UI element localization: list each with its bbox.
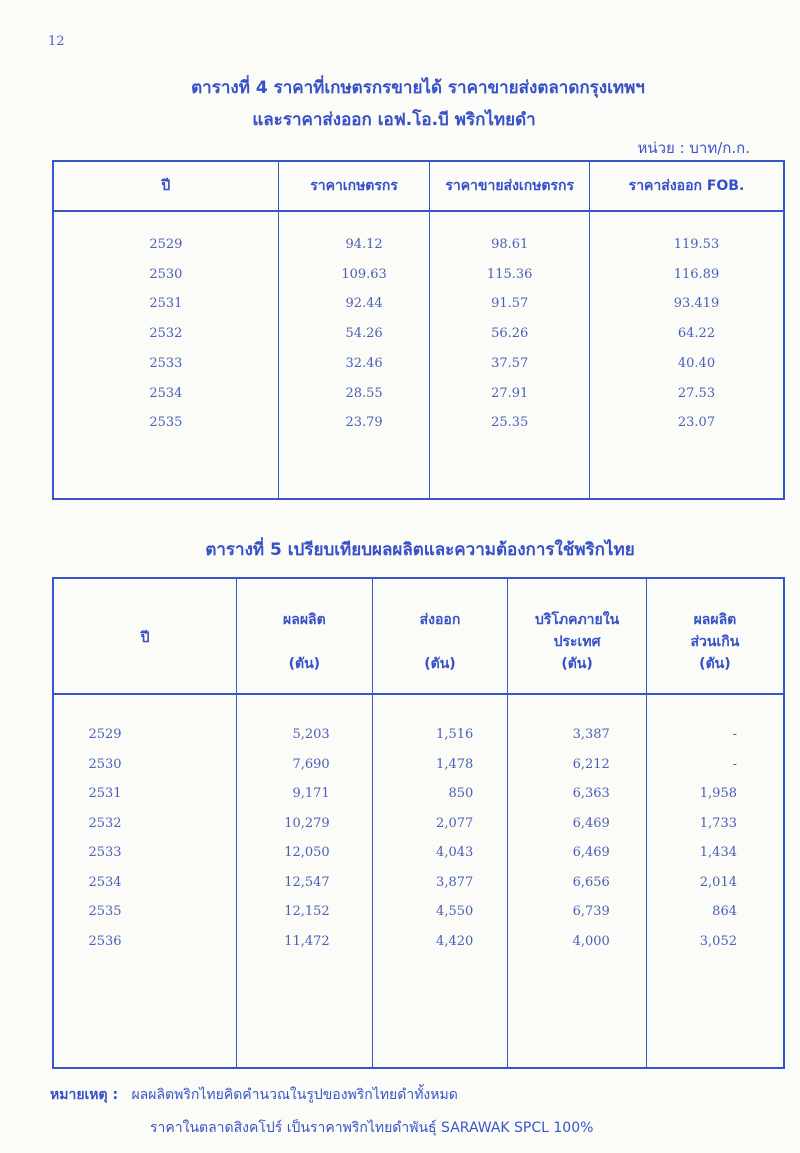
t5-cell-r1-c1: 7,690 bbox=[292, 756, 330, 772]
t5-cell-r2-c1: 9,171 bbox=[292, 786, 330, 801]
t5-cell-r3-c4: 1,733 bbox=[699, 815, 737, 831]
t5-cell-r0-c1: 5,203 bbox=[292, 727, 330, 742]
table4 bbox=[52, 160, 785, 500]
table5-header-export bbox=[372, 578, 508, 694]
t4-cell-r6-c3: 23.07 bbox=[677, 415, 716, 431]
t4-cell-r6-c2: 25.35 bbox=[491, 415, 529, 431]
t5-cell-r6-c1: 12,152 bbox=[284, 904, 330, 919]
t5-cell-r3-c3: 6,469 bbox=[572, 815, 610, 831]
table4-header-fob-price: ราคาส่งออก FOB. bbox=[589, 161, 784, 211]
t4-cell-r1-c2: 115.36 bbox=[486, 266, 533, 282]
table5-header-surplus-unit: (ตัน) bbox=[699, 656, 731, 672]
t5-cell-r0-c3: 3,387 bbox=[572, 727, 610, 742]
t5-cell-r0-c4: - bbox=[732, 727, 737, 742]
t5-cell-r1-c3: 6,212 bbox=[572, 756, 610, 772]
t5-cell-r7-c4: 3,052 bbox=[699, 933, 737, 949]
t5-cell-r5-c4: 2,014 bbox=[699, 874, 737, 890]
table5-col-surplus bbox=[646, 694, 784, 1068]
t5-cell-r5-c1: 12,547 bbox=[284, 874, 330, 890]
table5-header-domestic bbox=[508, 578, 647, 694]
t5-cell-r2-c2: 850 bbox=[448, 786, 474, 801]
t5-cell-r4-c1: 12,050 bbox=[284, 845, 330, 860]
t4-cell-r0-c0: 2529 bbox=[149, 237, 183, 252]
table5-header-domestic-unit: (ตัน) bbox=[561, 656, 593, 672]
table4-header-row bbox=[53, 161, 784, 211]
table4-header-farm-price: ราคาเกษตรกร bbox=[278, 161, 430, 211]
table4-col-fob-price bbox=[589, 211, 784, 499]
table4-header-year: ปี bbox=[53, 161, 278, 211]
table4-col-farm-price bbox=[278, 211, 430, 499]
t4-cell-r3-c0: 2532 bbox=[149, 326, 183, 342]
t4-cell-r3-c3: 64.22 bbox=[677, 326, 716, 342]
table4-col-wholesale-price bbox=[430, 211, 590, 499]
table4-title-line1: ตารางที่ 4 ราคาที่เกษตรกรขายได้ ราคาขายส่งตลาดกรุงเทพฯ bbox=[191, 78, 645, 98]
t4-cell-r0-c1: 94.12 bbox=[345, 237, 383, 252]
t4-cell-r2-c1: 92.44 bbox=[345, 296, 383, 312]
t5-cell-r4-c2: 4,043 bbox=[436, 845, 474, 860]
t5-cell-r6-c2: 4,550 bbox=[436, 904, 474, 919]
t5-cell-r3-c2: 2,077 bbox=[436, 815, 474, 831]
t4-cell-r4-c2: 37.57 bbox=[491, 355, 529, 371]
t4-cell-r2-c2: 91.57 bbox=[491, 296, 529, 312]
footnote bbox=[50, 1084, 458, 1106]
table5-header-domestic-label: บริโภคภายใน bbox=[534, 612, 620, 628]
t4-cell-r5-c0: 2534 bbox=[149, 385, 183, 401]
t5-cell-r7-c1: 11,472 bbox=[284, 933, 330, 949]
t5-cell-r1-c4: - bbox=[732, 756, 737, 772]
table4-header-wholesale-price: ราคาขายส่งเกษตรกร bbox=[430, 161, 590, 211]
table5-col-domestic bbox=[508, 694, 647, 1068]
t5-cell-r4-c0: 2533 bbox=[88, 845, 122, 860]
t5-cell-r5-c0: 2534 bbox=[88, 874, 122, 890]
table5-header-production-unit: (ตัน) bbox=[288, 656, 321, 672]
table5-body bbox=[53, 694, 784, 1068]
t5-cell-r7-c3: 4,000 bbox=[572, 933, 610, 949]
table5-title: ตารางที่ 5 เปรียบเทียบผลผลิตและความต้องการใช้พริกไทย bbox=[205, 540, 635, 560]
t5-cell-r0-c2: 1,516 bbox=[436, 727, 474, 742]
t5-cell-r2-c3: 6,363 bbox=[572, 786, 610, 801]
t5-cell-r1-c2: 1,478 bbox=[436, 756, 474, 772]
footnote-label: หมายเหตุ : bbox=[50, 1087, 119, 1103]
t5-cell-r4-c4: 1,434 bbox=[699, 845, 737, 860]
t4-cell-r4-c0: 2533 bbox=[149, 355, 183, 371]
table5-header-export-unit: (ตัน) bbox=[424, 656, 456, 672]
t5-cell-r0-c0: 2529 bbox=[88, 727, 122, 742]
t5-cell-r6-c3: 6,739 bbox=[572, 904, 610, 919]
table5-col-production bbox=[237, 694, 373, 1068]
t4-cell-r0-c2: 98.61 bbox=[491, 237, 529, 252]
t5-cell-r6-c0: 2535 bbox=[88, 904, 122, 919]
t4-cell-r4-c3: 40.40 bbox=[677, 355, 716, 371]
t5-cell-r2-c4: 1,958 bbox=[699, 786, 737, 801]
t4-cell-r1-c1: 109.63 bbox=[341, 266, 387, 282]
t4-cell-r1-c0: 2530 bbox=[149, 266, 183, 282]
page-number: 12 bbox=[48, 34, 65, 49]
table5-header-domestic-sub: ประเทศ bbox=[553, 634, 601, 650]
t4-cell-r5-c3: 27.53 bbox=[677, 385, 716, 401]
footnote-line2: ราคาในตลาดสิงคโปร์ เป็นราคาพริกไทยดำพันธุ์ SARAWAK SPCL 100% bbox=[150, 1120, 594, 1136]
t4-cell-r6-c0: 2535 bbox=[149, 415, 183, 431]
table5-header-year-label: ปี bbox=[140, 630, 150, 646]
table5-header-row bbox=[53, 578, 784, 694]
table5-header-year bbox=[53, 578, 237, 694]
table4-col-year bbox=[53, 211, 278, 499]
t4-cell-r4-c1: 32.46 bbox=[345, 355, 383, 371]
t4-cell-r6-c1: 23.79 bbox=[345, 415, 383, 431]
t4-cell-r5-c1: 28.55 bbox=[345, 385, 383, 401]
t4-cell-r5-c2: 27.91 bbox=[491, 385, 529, 401]
table5-header-surplus-sub: ส่วนเกิน bbox=[690, 634, 740, 650]
table4-unit: หน่วย : บาท/ก.ก. bbox=[637, 139, 750, 157]
table5-col-export bbox=[372, 694, 508, 1068]
table4-title-line2: และราคาส่งออก เอฟ.โอ.บี พริกไทยดำ bbox=[252, 110, 536, 130]
t4-cell-r0-c3: 119.53 bbox=[673, 237, 720, 252]
table5-header-production bbox=[237, 578, 373, 694]
t4-cell-r1-c3: 116.89 bbox=[673, 266, 720, 282]
table5-col-year bbox=[53, 694, 237, 1068]
t5-cell-r6-c4: 864 bbox=[712, 904, 737, 919]
t5-cell-r7-c2: 4,420 bbox=[436, 933, 474, 949]
t5-cell-r7-c0: 2536 bbox=[88, 933, 122, 949]
table4-body bbox=[53, 211, 784, 499]
t4-cell-r3-c2: 56.26 bbox=[491, 326, 529, 342]
t4-cell-r2-c3: 93.419 bbox=[673, 296, 720, 312]
t5-cell-r3-c0: 2532 bbox=[88, 815, 122, 831]
table5-header-production-label: ผลผลิต bbox=[283, 612, 326, 628]
table5-header-export-label: ส่งออก bbox=[419, 612, 461, 628]
t5-cell-r5-c2: 3,877 bbox=[436, 874, 474, 890]
table5-header-surplus bbox=[646, 578, 784, 694]
table5-header-surplus-label: ผลผลิต bbox=[693, 612, 737, 628]
t4-cell-r2-c0: 2531 bbox=[149, 296, 183, 312]
t5-cell-r4-c3: 6,469 bbox=[572, 845, 610, 860]
t5-cell-r5-c3: 6,656 bbox=[572, 874, 610, 890]
t4-cell-r3-c1: 54.26 bbox=[345, 326, 383, 342]
t5-cell-r2-c0: 2531 bbox=[88, 786, 122, 801]
table5 bbox=[52, 577, 785, 1069]
t5-cell-r3-c1: 10,279 bbox=[284, 815, 330, 831]
t5-cell-r1-c0: 2530 bbox=[88, 756, 122, 772]
footnote-line1: ผลผลิตพริกไทยคิดคำนวณในรูปของพริกไทยดำทั้งหมด bbox=[131, 1087, 458, 1103]
